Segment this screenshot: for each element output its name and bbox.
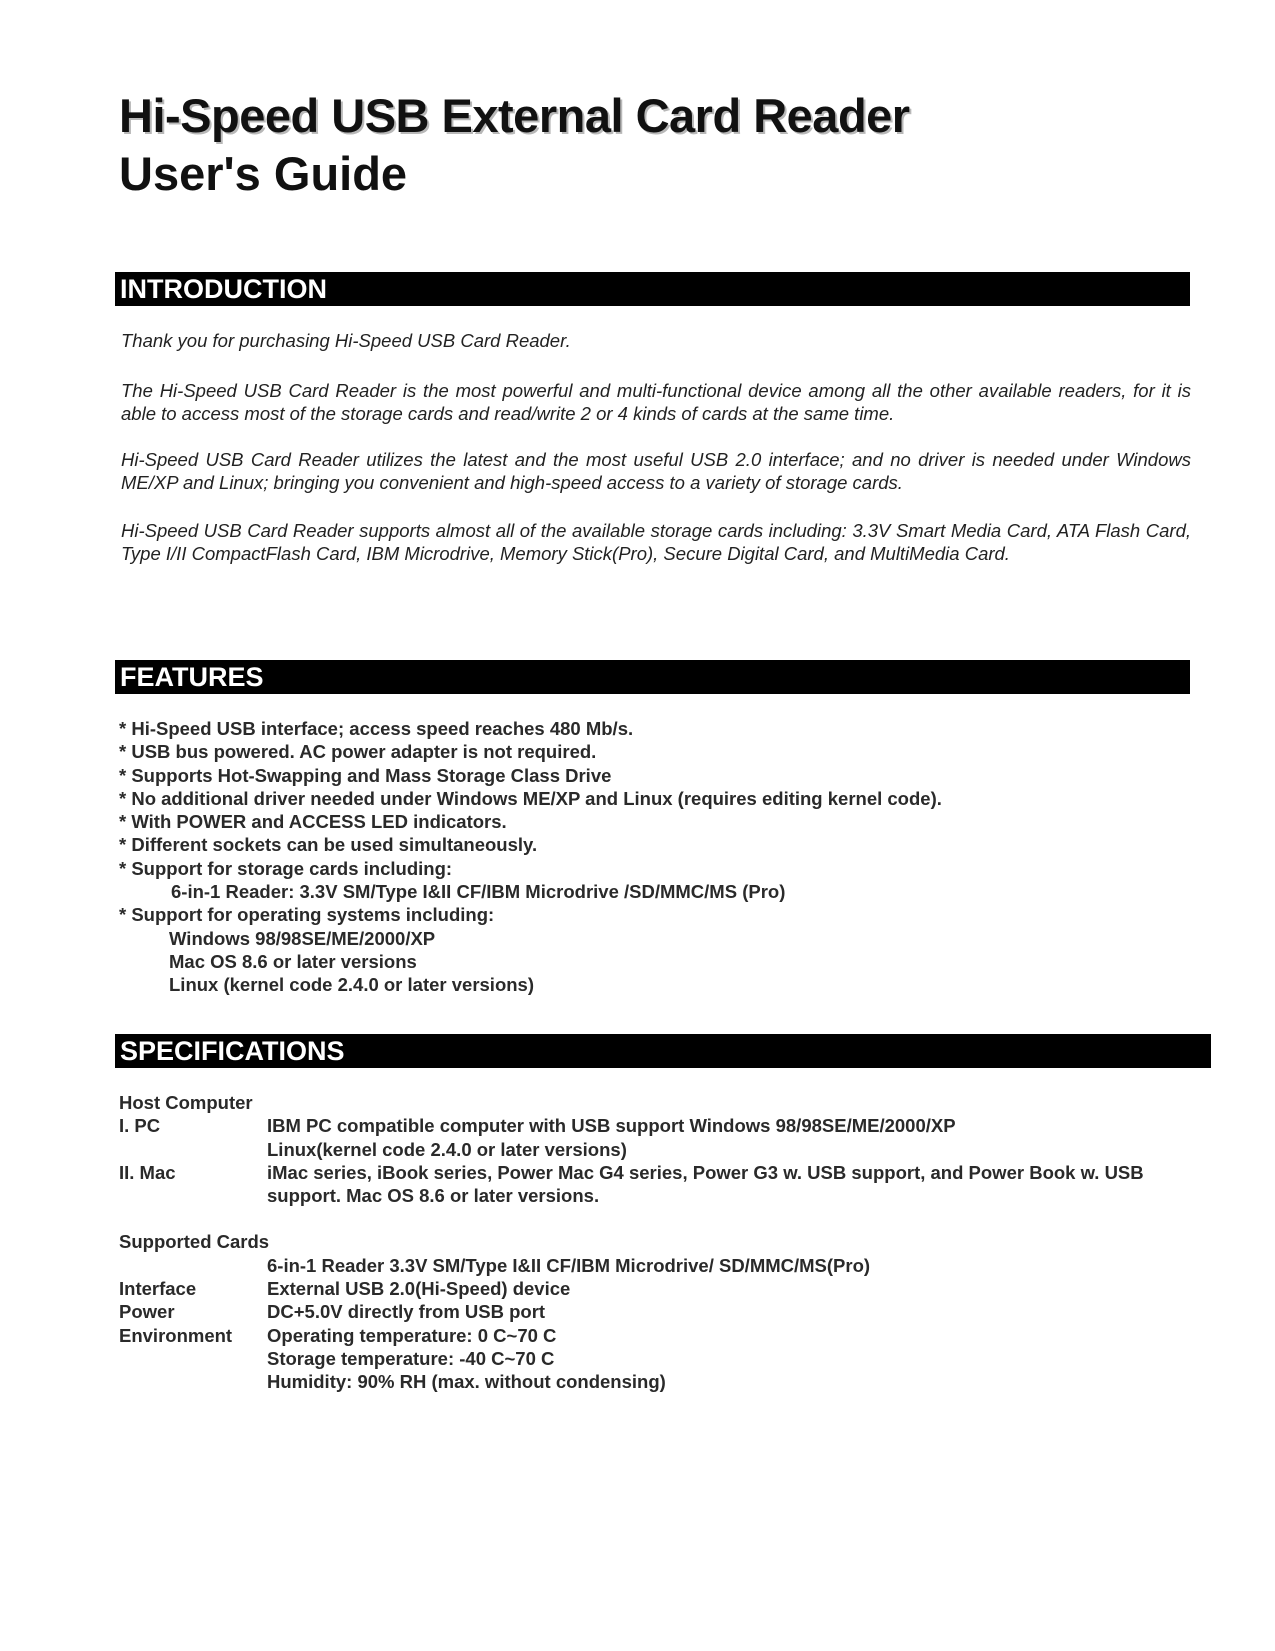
- feature-item: * Hi-Speed USB interface; access speed reaches 480 Mb/s.: [119, 718, 634, 739]
- intro-paragraph: Hi-Speed USB Card Reader supports almost all of the available storage cards including: 3.3V Smart Media Card, ATA Flash Card, Type I/II CompactFlash Card, IBM Microdrive, Memory Stick(Pro), Secure Digital Card, and MultiMedia Card.: [121, 520, 1191, 564]
- feature-item: * Support for storage cards including:: [119, 857, 453, 879]
- feature-item: * With POWER and ACCESS LED indicators.: [119, 811, 507, 833]
- pc-requirement: IBM PC compatible computer with USB support Windows 98/98SE/ME/2000/XP: [267, 1115, 956, 1137]
- supported-cards-label: Supported Cards: [119, 1231, 270, 1253]
- pc-label: I. PC: [119, 1115, 161, 1137]
- introduction-heading: INTRODUCTION: [115, 272, 1190, 306]
- storage-temperature: Storage temperature: -40 C~70 C: [267, 1347, 555, 1369]
- features-heading: FEATURES: [115, 660, 1190, 694]
- feature-item: * No additional driver needed under Windows ME/XP and Linux (requires editing kernel code).: [119, 787, 942, 809]
- interface-value: External USB 2.0(Hi-Speed) device: [267, 1278, 571, 1300]
- intro-paragraph: Hi-Speed USB Card Reader utilizes the latest and the most useful USB 2.0 interface; and no driver is needed under Windows ME/XP and Linux; bringing you convenient and high-speed access to a variety of storage cards.: [121, 449, 1191, 493]
- interface-label: Interface: [119, 1278, 197, 1300]
- feature-item: * Different sockets can be used simultaneously.: [119, 834, 538, 856]
- supported-cards-value: 6-in-1 Reader 3.3V SM/Type I&II CF/IBM Microdrive/ SD/MMC/MS(Pro): [267, 1254, 871, 1276]
- mac-label: II. Mac: [119, 1161, 176, 1183]
- features-list: [119, 717, 942, 997]
- feature-subitem: Linux (kernel code 2.4.0 or later versions): [169, 974, 534, 996]
- specifications-block: [119, 1091, 1199, 1394]
- feature-item: * Supports Hot-Swapping and Mass Storage Class Drive: [119, 764, 612, 786]
- specifications-heading: SPECIFICATIONS: [115, 1034, 1211, 1068]
- feature-subitem: 6-in-1 Reader: 3.3V SM/Type I&II CF/IBM Microdrive /SD/MMC/MS (Pro): [171, 881, 786, 903]
- feature-item: * USB bus powered. AC power adapter is not required.: [119, 741, 597, 763]
- feature-subitem: Windows 98/98SE/ME/2000/XP: [169, 927, 436, 949]
- pc-requirement-linux: Linux(kernel code 2.4.0 or later versions): [267, 1138, 627, 1160]
- humidity: Humidity: 90% RH (max. without condensing): [267, 1371, 666, 1393]
- feature-subitem: Mac OS 8.6 or later versions: [169, 950, 417, 972]
- environment-label: Environment: [119, 1324, 233, 1346]
- document-subtitle: User's Guide: [119, 147, 408, 200]
- host-computer-label: Host Computer: [119, 1092, 253, 1113]
- document-title: Hi-Speed USB External Card Reader: [119, 89, 910, 142]
- power-label: Power: [119, 1301, 175, 1323]
- intro-paragraph: The Hi-Speed USB Card Reader is the most powerful and multi-functional device among all the other available readers, for it is able to access most of the storage cards and read/write 2 or 4 kinds of cards at the same time.: [121, 380, 1191, 424]
- operating-temperature: Operating temperature: 0 C~70 C: [267, 1324, 557, 1346]
- intro-paragraph: Thank you for purchasing Hi-Speed USB Card Reader.: [121, 330, 571, 351]
- feature-item: * Support for operating systems including:: [119, 904, 495, 926]
- mac-requirement: iMac series, iBook series, Power Mac G4 series, Power G3 w. USB support, and Power Book w. USB support. Mac OS 8.6 or later versions.: [267, 1161, 1144, 1207]
- power-value: DC+5.0V directly from USB port: [267, 1301, 546, 1323]
